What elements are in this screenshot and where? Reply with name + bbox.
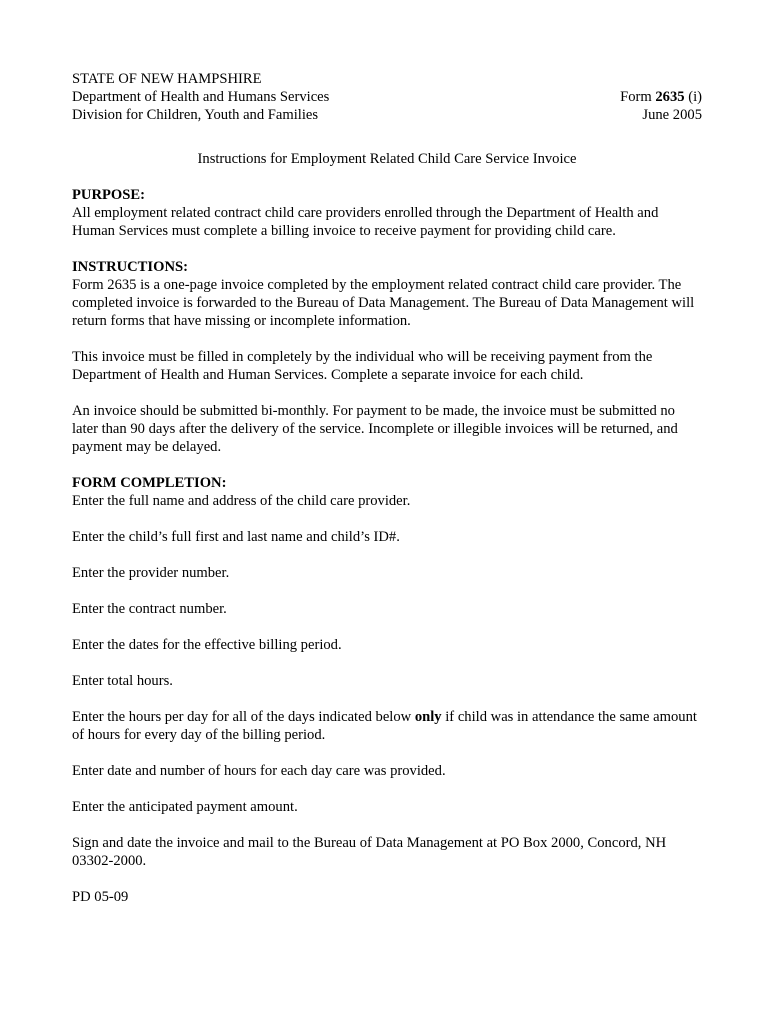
form-prefix: Form: [620, 89, 656, 105]
hours-text-emphasis: only: [414, 709, 442, 725]
completion-step: Enter the contract number.: [72, 601, 227, 617]
completion-step: Enter the child’s full first and last name and child’s ID#.: [72, 529, 400, 545]
form-number-value: 2635: [655, 89, 685, 105]
form-id-block: [572, 88, 702, 124]
completion-step: Enter date and number of hours for each day care was provided.: [72, 763, 446, 779]
document-page: [72, 70, 702, 906]
document-title: Instructions for Employment Related Child Care Service Invoice: [197, 151, 577, 167]
footer-form-code: PD 05-09: [72, 889, 129, 905]
instructions-paragraph-1: Form 2635 is a one-page invoice completed by the employment related contract child care provider. The completed invoice is forwarded to the Bureau of Data Management. The Bureau of Data Management will return forms that have missing or incomplete information.: [72, 277, 695, 329]
completion-step: Enter total hours.: [72, 673, 173, 689]
state-name: STATE OF NEW HAMPSHIRE: [72, 71, 262, 87]
division-name: Division for Children, Youth and Families: [72, 107, 319, 123]
instructions-paragraph-2: This invoice must be filled in completely by the individual who will be receiving payment from the Department of Health and Human Services. Complete a separate invoice for each child.: [72, 349, 653, 383]
instructions-heading: INSTRUCTIONS:: [72, 259, 188, 275]
hours-text-end: if child was in attendance the same amount of hours for every day of the billing period.: [72, 709, 697, 743]
completion-step: Enter the anticipated payment amount.: [72, 799, 298, 815]
completion-step: Sign and date the invoice and mail to the Bureau of Data Management at PO Box 2000, Concord, NH 03302-2000.: [72, 835, 667, 869]
form-suffix: (i): [684, 89, 702, 105]
completion-step: Enter the dates for the effective billing period.: [72, 637, 342, 653]
form-number: [572, 88, 702, 106]
form-date: June 2005: [642, 107, 702, 123]
hours-text-start: Enter the hours per day for all of the days indicated below: [72, 709, 415, 725]
document-header: [72, 70, 702, 124]
completion-step: Enter the provider number.: [72, 565, 230, 581]
department-name: Department of Health and Humans Services: [72, 89, 330, 105]
form-completion-heading: FORM COMPLETION:: [72, 475, 227, 491]
completion-step-hours-per-day: [72, 708, 702, 744]
purpose-text: All employment related contract child care providers enrolled through the Department of Health and Human Services must complete a billing invoice to receive payment for providing child care.: [72, 205, 659, 239]
completion-step: Enter the full name and address of the child care provider.: [72, 493, 411, 509]
instructions-paragraph-3: An invoice should be submitted bi-monthly. For payment to be made, the invoice must be submitted no later than 90 days after the delivery of the service. Incomplete or illegible invoices will be returned, and payment may be delayed.: [72, 403, 678, 455]
purpose-heading: PURPOSE:: [72, 187, 145, 203]
